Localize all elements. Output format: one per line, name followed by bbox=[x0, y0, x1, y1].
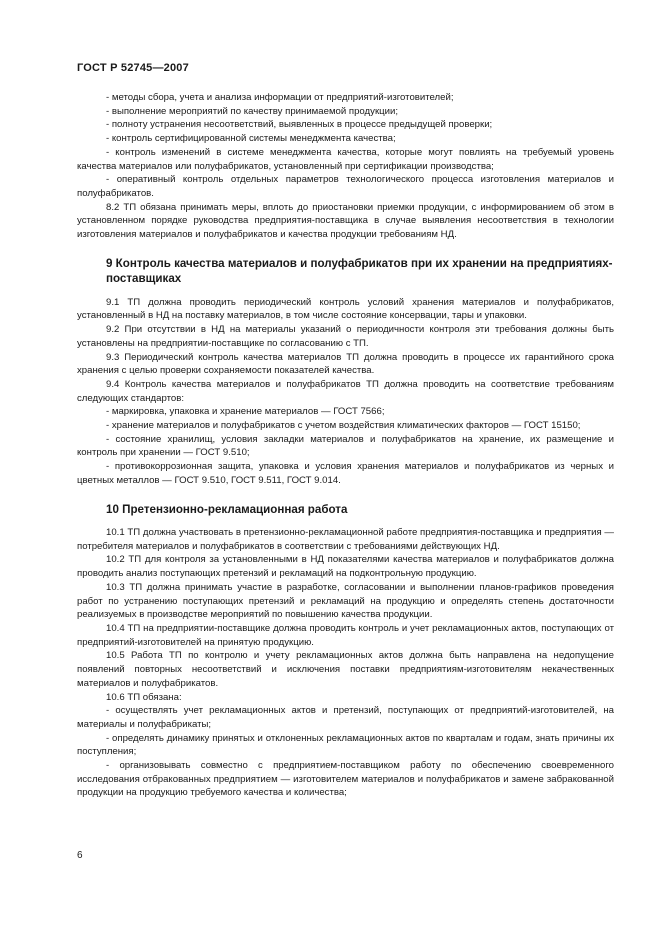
list-item: - определять динамику принятых и отклоненных рекламационных актов по кварталам и годам, знать причины их поступления; bbox=[77, 732, 614, 758]
list-item: - состояние хранилищ, условия закладки материалов и полуфабрикатов на хранение, их размещение и контроль при хранении — ГОСТ 9.510; bbox=[77, 433, 614, 459]
document-body bbox=[77, 91, 614, 800]
list-item: - хранение материалов и полуфабрикатов с учетом воздействия климатических факторов — ГОСТ 15150; bbox=[106, 420, 581, 432]
paragraph-8-2: 8.2 ТП обязана принимать меры, вплоть до приостановки приемки продукции, с информированием об этом в установленном порядке руководства предприятия-поставщика в случае выявления несоответствия в технологии изготовления материалов и полуфабрикатов и качества продукции требованиям НД. bbox=[77, 201, 614, 241]
paragraph-10-4: 10.4 ТП на предприятии-поставщике должна проводить контроль и учет рекламационных актов, поступающих от предприятий-изготовителей на принятую продукцию. bbox=[77, 623, 614, 648]
paragraph-9-3: 9.3 Периодический контроль качества материалов ТП должна проводить в процессе их гарантийного срока хранения с целью проверки сохраняемости показателей качества. bbox=[77, 351, 614, 377]
list-item: - оперативный контроль отдельных параметров технологического процесса изготовления материалов и полуфабрикатов. bbox=[77, 174, 614, 199]
list-item: - контроль изменений в системе менеджмента качества, которые могут повлиять на требуемый уровень качества материалов или полуфабрикатов, установленный при сертификации производства; bbox=[77, 146, 614, 172]
list-item: - контроль сертифицированной системы менеджмента качества; bbox=[106, 133, 396, 145]
paragraph-10-5: 10.5 Работа ТП по контролю и учету рекламационных актов должна быть направлена на недопущение появлений повторных несоответствий и исключения поставки предприятиям-изготовителям некачественных материалов и полуфабрикатов. bbox=[77, 650, 614, 689]
paragraph-9-4: 9.4 Контроль качества материалов и полуфабрикатов ТП должна проводить на соответствие требованиям следующих стандартов: bbox=[77, 378, 614, 404]
paragraph-9-1: 9.1 ТП должна проводить периодический контроль условий хранения материалов и полуфабрикатов, установленный в НД на поставку материалов, в том числе состояние консервации, тары и упаковки. bbox=[77, 296, 614, 322]
paragraph-9-2: 9.2 При отсутствии в НД на материалы указаний о периодичности контроля эти требования должны быть установлены на предприятии-поставщике по согласованию с ТП. bbox=[77, 324, 614, 349]
list-item: - противокоррозионная защита, упаковка и условия хранения материалов и полуфабрикатов из черных и цветных металлов — ГОСТ 9.510, ГОСТ 9.511, ГОСТ 9.014. bbox=[77, 461, 614, 486]
paragraph-10-6: 10.6 ТП обязана: bbox=[106, 691, 182, 703]
paragraph-10-3: 10.3 ТП должна принимать участие в разработке, согласовании и выполнении планов-графиков проведения работ по устранению поступающих претензий и рекламаций на продукцию и определять степень достаточности реализуемых в производстве мероприятий по повышению качества продукции. bbox=[77, 581, 614, 621]
page-number: 6 bbox=[77, 850, 83, 861]
list-item: - осуществлять учет рекламационных актов и претензий, поступающих от предприятий-изготовителей, на материалы и полуфабрикаты; bbox=[77, 705, 614, 730]
document-header: ГОСТ Р 52745—2007 bbox=[77, 62, 189, 74]
list-item: - организовывать совместно с предприятием-поставщиком работу по обеспечению своевременного исследования отбракованных предприятием — изготовителем материалов и полуфабрикатов и замене забракованной продукции на продукцию требуемого качества и количества; bbox=[77, 760, 614, 799]
list-item: - маркировка, упаковка и хранение материалов — ГОСТ 7566; bbox=[106, 406, 385, 418]
paragraph-10-1: 10.1 ТП должна участвовать в претензионно-рекламационной работе предприятия-поставщика и предприятия — потребителя материалов и полуфабрикатов в соответствии с требованиями действующих НД. bbox=[77, 527, 614, 552]
section-10-heading: 10 Претензионно-рекламационная работа bbox=[106, 502, 348, 516]
paragraph-10-2: 10.2 ТП для контроля за установленными в НД показателями качества материалов и полуфабрикатов должна проводить анализ поступающих претензий и рекламаций на подконтрольную продукцию. bbox=[77, 554, 614, 580]
list-item: - методы сбора, учета и анализа информации от предприятий-изготовителей; bbox=[106, 92, 454, 103]
list-item: - выполнение мероприятий по качеству принимаемой продукции; bbox=[106, 105, 399, 117]
list-item: - полноту устранения несоответствий, выявленных в процессе предыдущей проверки; bbox=[106, 119, 493, 131]
section-9-heading: 9 Контроль качества материалов и полуфабрикатов при их хранении на предприятиях-поставщиках bbox=[106, 256, 613, 286]
